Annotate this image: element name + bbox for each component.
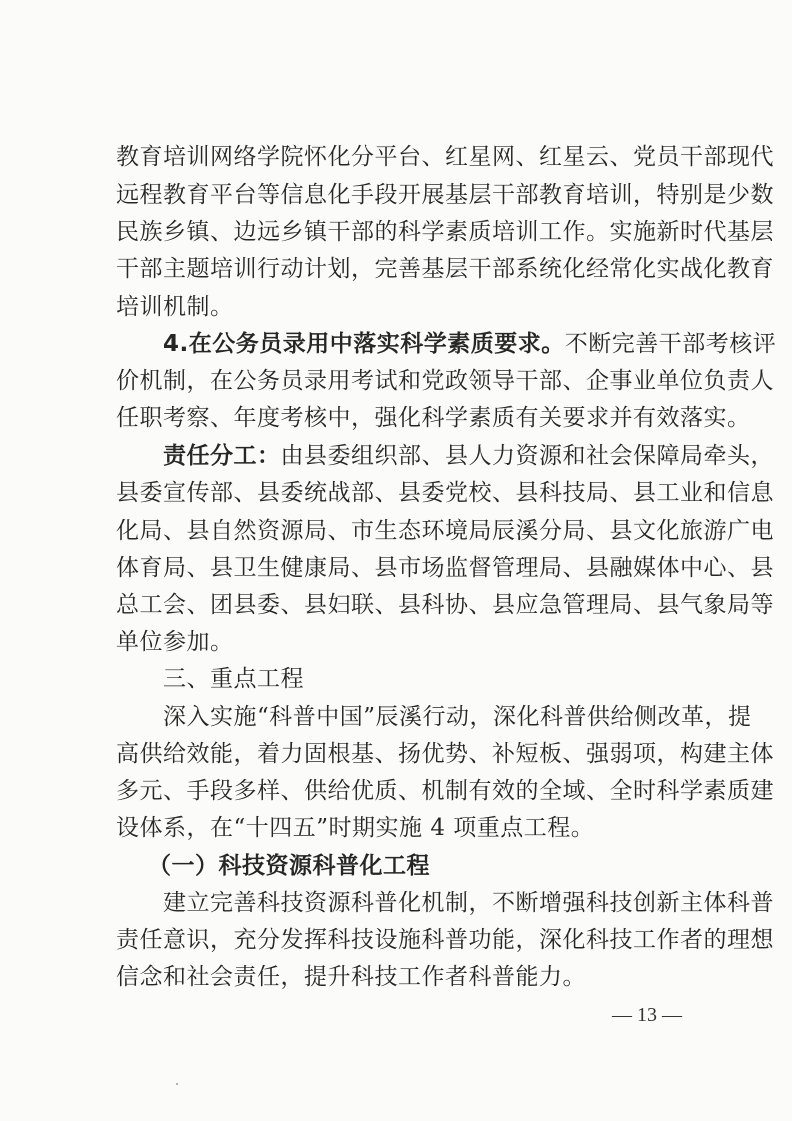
page-number: — 13 — <box>612 1004 682 1026</box>
subsection-heading: （一）科技资源科普化工程 <box>148 853 430 879</box>
text-line: 总工会、团县委、县妇联、县科协、县应急管理局、县气象局等 <box>116 592 774 618</box>
text-line: 价机制，在公务员录用考试和党政领导干部、企事业单位负责人 <box>116 368 774 394</box>
text-line: 信念和社会责任，提升科技工作者科普能力。 <box>116 964 586 990</box>
text-line: 县委宣传部、县委统战部、县委党校、县科技局、县工业和信息 <box>116 480 774 506</box>
text-line <box>163 441 774 471</box>
text-line: 体育局、县卫生健康局、县市场监督管理局、县融媒体中心、县 <box>116 555 774 581</box>
section-heading: 三、重点工程 <box>163 666 304 692</box>
text-line: 多元、手段多样、供给优质、机制有效的全域、全时科学素质建 <box>116 778 774 804</box>
text-line: 远程教育平台等信息化手段开展基层干部教育培训，特别是少数 <box>116 182 774 208</box>
text-line: 干部主题培训行动计划，完善基层干部系统化经常化实战化教育 <box>116 256 774 282</box>
text-line: 教育培训网络学院怀化分平台、红星网、红星云、党员干部现代 <box>116 144 774 170</box>
text-line: 高供给效能，着力固根基、扬优势、补短板、强弱项，构建主体 <box>116 741 774 767</box>
text-line: 责任意识，充分发挥科技设施科普功能，深化科技工作者的理想 <box>116 927 774 953</box>
item-heading: 4.在公务员录用中落实科学素质要求。 <box>163 331 565 357</box>
scan-speck <box>176 1083 178 1085</box>
text-line: 化局、县自然资源局、市生态环境局辰溪分局、县文化旅游广电 <box>116 518 774 544</box>
text-line: 单位参加。 <box>116 629 234 655</box>
text-line: 任职考察、年度考核中，强化科学素质有关要求并有效落实。 <box>116 405 751 431</box>
text-line: 深入实施“科普中国”辰溪行动，深化科普供给侧改革，提 <box>163 704 752 730</box>
text-line <box>163 329 777 359</box>
text-fragment: 由县委组织部、县人力资源和社会保障局牵头， <box>280 443 774 469</box>
text-line: 民族乡镇、边远乡镇干部的科学素质培训工作。实施新时代基层 <box>116 219 774 245</box>
text-line: 培训机制。 <box>116 294 234 320</box>
responsibility-label: 责任分工： <box>163 443 281 469</box>
text-line: 设体系，在“十四五”时期实施 4 项重点工程。 <box>116 815 595 841</box>
text-fragment: 不断完善干部考核评 <box>564 331 777 357</box>
text-line: 建立完善科技资源科普化机制，不断增强科技创新主体科普 <box>163 890 774 916</box>
